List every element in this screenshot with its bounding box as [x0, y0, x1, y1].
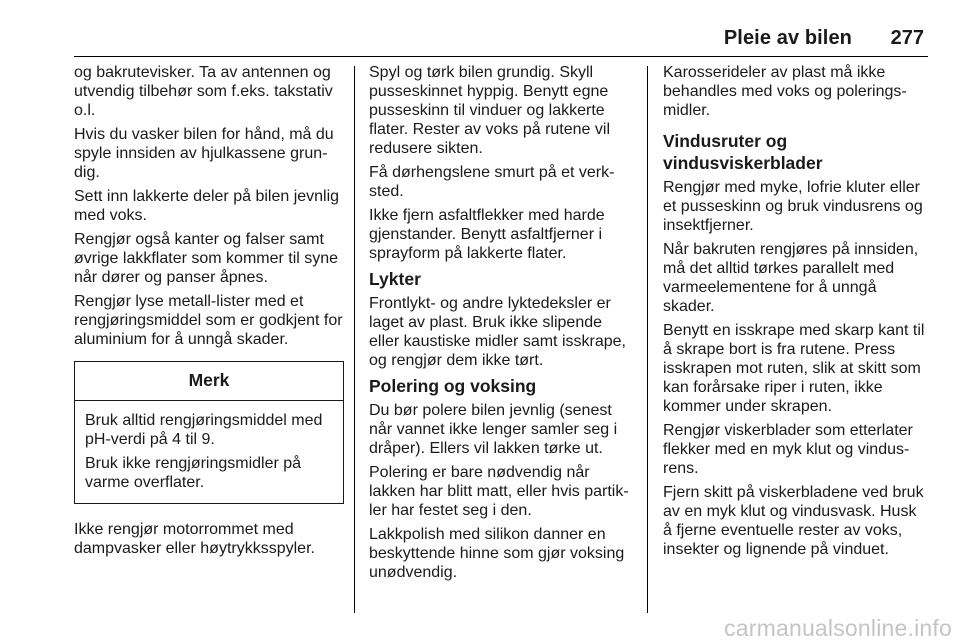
note-paragraph: Bruk ikke rengjøringsmidler på varme overflater. [85, 455, 302, 491]
paragraph: Når bakruten rengjøres på innsiden, må det alltid tørkes parallelt med varmeelementene for å unngå skader. [663, 241, 919, 315]
paragraph: Få dørhengslene smurt på et verk-sted. [369, 164, 615, 200]
paragraph: Rengjør lyse metall-lister med et rengjøringsmiddel som er godkjent for aluminium for å unngå skader. [74, 293, 343, 348]
paragraph: Karosserideler av plast må ikke behandles med voks og polerings-midler. [663, 64, 907, 119]
column-1 [74, 63, 344, 563]
heading-lykter: Lykter [369, 269, 421, 289]
page-header [0, 0, 960, 56]
paragraph: Ikke rengjør motorrommet med dampvasker eller høytrykksspyler. [74, 521, 315, 557]
watermark: carmanualsonline.info [724, 615, 952, 641]
paragraph: Sett inn lakkerte deler på bilen jevnlig med voks. [74, 188, 340, 224]
section-title: Pleie av bilen [723, 27, 852, 49]
paragraph: Polering er bare nødvendig når lakken har blitt matt, eller hvis partik-ler har festet seg i den. [369, 464, 629, 519]
paragraph: Rengjør viskerblader som etterlater flekker med en myk klut og vindus-rens. [663, 422, 913, 477]
note-paragraph: Bruk alltid rengjøringsmiddel med pH-verdi på 4 til 9. [85, 412, 323, 448]
heading-polering: Polering og voksing [369, 376, 537, 396]
paragraph: og bakrutevisker. Ta av antennen og utvendig tilbehør som f.eks. takstativ o.l. [74, 64, 333, 119]
column-2 [369, 63, 635, 587]
paragraph: Rengjør med myke, lofrie kluter eller et pusseskinn og bruk vindusrens og insektfjerner. [663, 179, 923, 234]
column-divider-2 [647, 66, 648, 613]
paragraph: Spyl og tørk bilen grundig. Skyll pusseskinnet hyppig. Benytt egne pusseskinn til vinduer og lakkerte flater. Rester av voks på rutene vil redusere sikten. [369, 64, 610, 157]
heading-vindusruter: Vindusruter og vindusviskerblader [663, 131, 823, 173]
column-3 [663, 63, 929, 564]
paragraph: Du bør polere bilen jevnlig (senest når vannet ikke lenger samler seg i dråper). Ellers vil lakken tørke ut. [369, 402, 618, 457]
paragraph: Hvis du vasker bilen for hånd, må du spyle innsiden av hjulkassene grun-dig. [74, 126, 334, 181]
paragraph: Ikke fjern asfaltflekker med harde gjenstander. Benytt asfaltfjerner i sprayform på lakkerte flater. [369, 207, 605, 262]
paragraph: Rengjør også kanter og falser samt øvrige lakkflater som kommer til syne når dører og panser åpnes. [74, 231, 339, 286]
column-divider-1 [354, 66, 355, 613]
paragraph: Frontlykt- og andre lyktedeksler er laget av plast. Bruk ikke slipende eller kaustiske midler samt isskrape, og rengjør dem ikke tørt. [369, 295, 626, 369]
note-title: Merk [75, 362, 343, 401]
paragraph: Fjern skitt på viskerbladene ved bruk av en myk klut og vindusvask. Husk å fjerne eventuelle rester av voks, insekter og lignende på vinduet. [663, 484, 924, 558]
paragraph: Benytt en isskrape med skarp kant til å skrape bort is fra rutene. Press isskrapen mot ruten, slik at skitt som kan forårsake riper i ruten, ikke kommer under skrapen. [663, 322, 925, 415]
header-divider [74, 56, 928, 57]
note-box [74, 361, 344, 504]
page-number: 277 [890, 27, 924, 49]
paragraph: Lakkpolish med silikon danner en beskyttende hinne som gjør voksing unødvendig. [369, 526, 625, 581]
